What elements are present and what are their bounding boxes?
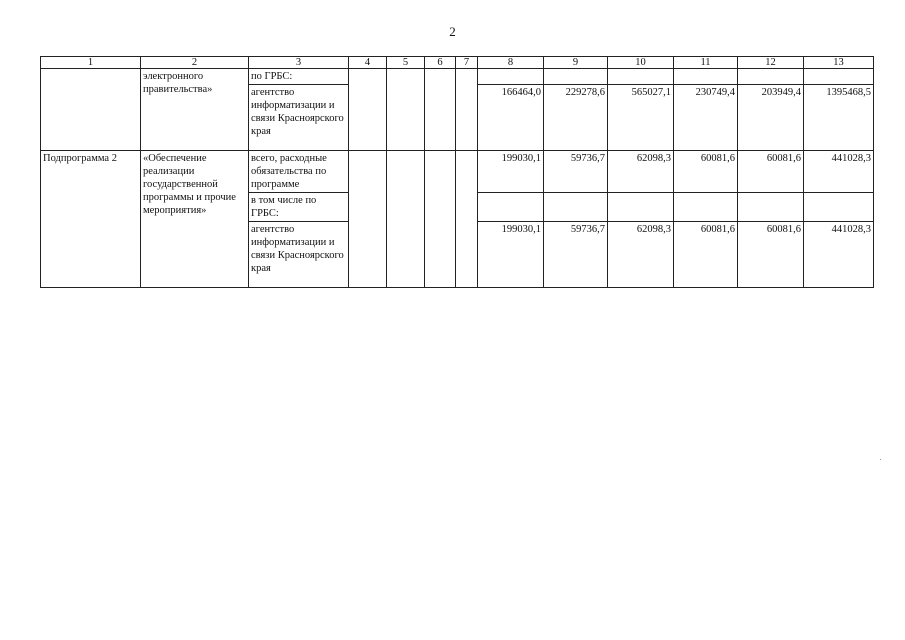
value-cell: 230749,4 bbox=[674, 85, 738, 151]
scan-speck bbox=[880, 459, 881, 460]
value-cell: 229278,6 bbox=[544, 85, 608, 151]
value-cell: 62098,3 bbox=[608, 222, 674, 288]
program-title-cell: электронного правительства» bbox=[141, 69, 249, 151]
value-cell: 203949,4 bbox=[738, 85, 804, 151]
table-row bbox=[41, 151, 874, 193]
header-cell: 13 bbox=[804, 57, 874, 69]
header-cell: 4 bbox=[349, 57, 387, 69]
header-cell: 5 bbox=[387, 57, 425, 69]
header-cell: 6 bbox=[425, 57, 456, 69]
table-row bbox=[41, 69, 874, 85]
header-cell: 2 bbox=[141, 57, 249, 69]
value-cell: 59736,7 bbox=[544, 151, 608, 193]
program-title-cell: «Обеспечение реализации государственной программы и прочие мероприятия» bbox=[141, 151, 249, 288]
header-cell: 8 bbox=[478, 57, 544, 69]
header-cell: 7 bbox=[456, 57, 478, 69]
value-cell: 60081,6 bbox=[738, 151, 804, 193]
header-cell: 12 bbox=[738, 57, 804, 69]
value-cell: 60081,6 bbox=[674, 151, 738, 193]
value-cell: 1395468,5 bbox=[804, 85, 874, 151]
grbs-cell: агентство информатизации и связи Красноярского края bbox=[249, 222, 349, 288]
header-cell: 9 bbox=[544, 57, 608, 69]
value-cell: 565027,1 bbox=[608, 85, 674, 151]
page-number: 2 bbox=[449, 24, 456, 39]
header-row bbox=[41, 57, 874, 69]
grbs-cell: агентство информатизации и связи Красноярского края bbox=[249, 85, 349, 151]
value-cell: 60081,6 bbox=[738, 222, 804, 288]
budget-table bbox=[40, 56, 874, 288]
grbs-cell: в том числе по ГРБС: bbox=[249, 193, 349, 222]
value-cell: 59736,7 bbox=[544, 222, 608, 288]
header-cell: 10 bbox=[608, 57, 674, 69]
header-cell: 3 bbox=[249, 57, 349, 69]
value-cell: 441028,3 bbox=[804, 222, 874, 288]
value-cell: 199030,1 bbox=[478, 151, 544, 193]
grbs-cell: всего, расходные обязательства по программе bbox=[249, 151, 349, 193]
program-name-cell: Подпрограмма 2 bbox=[41, 151, 141, 288]
value-cell: 62098,3 bbox=[608, 151, 674, 193]
value-cell: 441028,3 bbox=[804, 151, 874, 193]
header-cell: 1 bbox=[41, 57, 141, 69]
value-cell: 199030,1 bbox=[478, 222, 544, 288]
value-cell: 60081,6 bbox=[674, 222, 738, 288]
header-cell: 11 bbox=[674, 57, 738, 69]
grbs-cell: по ГРБС: bbox=[249, 69, 349, 85]
program-name-cell bbox=[41, 69, 141, 151]
value-cell: 166464,0 bbox=[478, 85, 544, 151]
